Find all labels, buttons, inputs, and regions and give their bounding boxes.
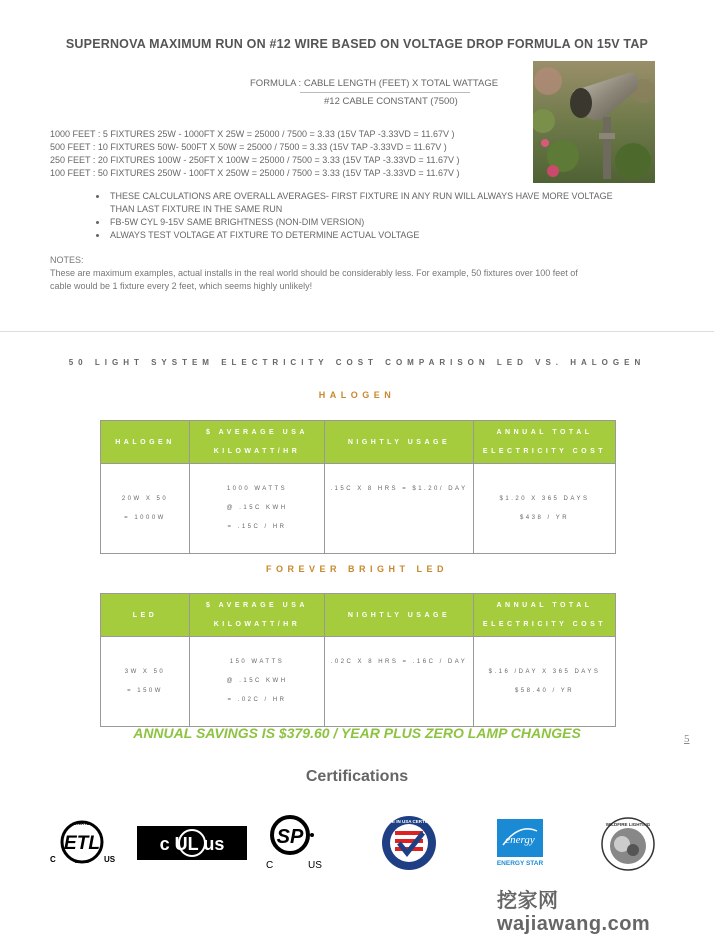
etl-listed-logo (46, 818, 118, 866)
svg-text:WILDFIRE LIGHTING: WILDFIRE LIGHTING (605, 822, 651, 827)
bullet-list (90, 190, 613, 242)
notes-text: cable would be 1 fixture every 2 feet, which seems highly unlikely! (50, 281, 313, 291)
table-cell: 1000 WATTS @ .15C KWH = .15C / HR (190, 464, 325, 554)
table-row (101, 464, 616, 554)
svg-text:ETL: ETL (64, 833, 100, 854)
bullet-item: • THESE CALCULATIONS ARE OVERALL AVERAGES- FIRST FIXTURE IN ANY RUN WILL ALWAYS HAVE MORE VOLTAGE THAN LAST FIXTURE IN THE SAME RUN (108, 190, 613, 216)
comparison-title: 50 LIGHT SYSTEM ELECTRICITY COST COMPARISON LED VS. HALOGEN (68, 358, 646, 367)
light-fixture-photo (533, 61, 655, 183)
led-table (100, 593, 616, 727)
svg-text:INTERTEK: INTERTEK (72, 821, 92, 826)
notes-text: These are maximum examples, actual installs in the real world should be considerably less. For example, 50 fixtures over 100 feet of (50, 268, 578, 278)
formula-divider (300, 92, 470, 93)
table-header-cell: $ AVERAGE USA KILOWATT/HR (190, 421, 325, 464)
svg-text:LISTED: LISTED (74, 859, 90, 864)
formula-denominator: #12 CABLE CONSTANT (7500) (324, 96, 458, 107)
table-cell: 3W X 50 = 150W (101, 637, 190, 727)
formula-numerator: FORMULA : CABLE LENGTH (FEET) X TOTAL WATTAGE (250, 78, 499, 89)
calc-line: 1000 FEET : 5 FIXTURES 25W - 1000FT X 25W = 25000 / 7500 = 3.33 (15V TAP -3.33VD = 11.67V ) (50, 129, 455, 139)
table-header-cell: $ AVERAGE USA KILOWATT/HR (190, 594, 325, 637)
table-cell: 150 WATTS @ .15C KWH = .02C / HR (190, 637, 325, 727)
table-cell: 20W X 50 = 1000W (101, 464, 190, 554)
calc-line: 250 FEET : 20 FIXTURES 100W - 250FT X 100W = 25000 / 7500 = 3.33 (15V TAP -3.33VD = 11.67V ) (50, 155, 460, 165)
calc-line: 500 FEET : 10 FIXTURES 50W- 500FT X 50W = 25000 / 7500 = 3.33 (15V TAP -3.33VD = 11.67V ) (50, 142, 447, 152)
calc-line: 100 FEET : 50 FIXTURES 250W - 100FT X 250W = 25000 / 7500 = 3.33 (15V TAP -3.33VD = 11.67V ) (50, 168, 460, 178)
table-header-cell: ANNUAL TOTAL ELECTRICITY COST (474, 421, 616, 464)
energy-star-logo (497, 819, 543, 867)
notes-heading: NOTES: (50, 255, 84, 265)
cul-us-logo (137, 826, 247, 860)
page-title: SUPERNOVA MAXIMUM RUN ON #12 WIRE BASED ON VOLTAGE DROP FORMULA ON 15V TAP (65, 37, 649, 51)
table-cell: .02C X 8 HRS = .16C / DAY (325, 637, 474, 727)
svg-text:ENERGY STAR: ENERGY STAR (497, 860, 543, 867)
csa-logo (266, 813, 330, 871)
halogen-heading: HALOGEN (318, 390, 396, 400)
bullet-item: • ALWAYS TEST VOLTAGE AT FIXTURE TO DETERMINE ACTUAL VOLTAGE (108, 229, 613, 242)
made-in-usa-logo (381, 815, 437, 871)
halogen-table (100, 420, 616, 554)
svg-text:C: C (266, 860, 274, 871)
svg-text:US: US (104, 855, 116, 864)
svg-text:SP: SP (276, 826, 304, 848)
bullet-item: • FB-5W CYL 9-15V SAME BRIGHTNESS (NON-DIM VERSION) (108, 216, 613, 229)
svg-text:US: US (308, 860, 322, 871)
calculation-list (50, 128, 459, 180)
svg-text:C: C (50, 855, 56, 864)
section-divider (0, 331, 714, 332)
table-cell: .15C X 8 HRS = $1.20/ DAY (325, 464, 474, 554)
table-row (101, 637, 616, 727)
svg-text:c UL us: c UL us (159, 834, 225, 854)
table-header-cell: NIGHTLY USAGE (325, 594, 474, 637)
certifications-title: Certifications (305, 768, 409, 785)
watermark: 挖家网 wajiawang.com (497, 890, 651, 935)
wildfire-lighting-logo (600, 816, 656, 872)
led-heading: FOREVER BRIGHT LED (265, 564, 448, 574)
table-header-row (101, 594, 616, 637)
table-header-row (101, 421, 616, 464)
page-number: 5 (684, 733, 690, 745)
table-cell: $.16 /DAY X 365 DAYS $58.40 / YR (474, 637, 616, 727)
svg-text:MADE IN USA CERTIFIED: MADE IN USA CERTIFIED (381, 819, 437, 824)
table-header-cell: HALOGEN (101, 421, 190, 464)
table-cell: $1.20 X 365 DAYS $438 / YR (474, 464, 616, 554)
annual-savings: ANNUAL SAVINGS IS $379.60 / YEAR PLUS ZERO LAMP CHANGES (133, 725, 581, 741)
svg-text:energy: energy (505, 834, 535, 846)
table-header-cell: ANNUAL TOTAL ELECTRICITY COST (474, 594, 616, 637)
notes-block (50, 254, 670, 293)
table-header-cell: LED (101, 594, 190, 637)
table-header-cell: NIGHTLY USAGE (325, 421, 474, 464)
